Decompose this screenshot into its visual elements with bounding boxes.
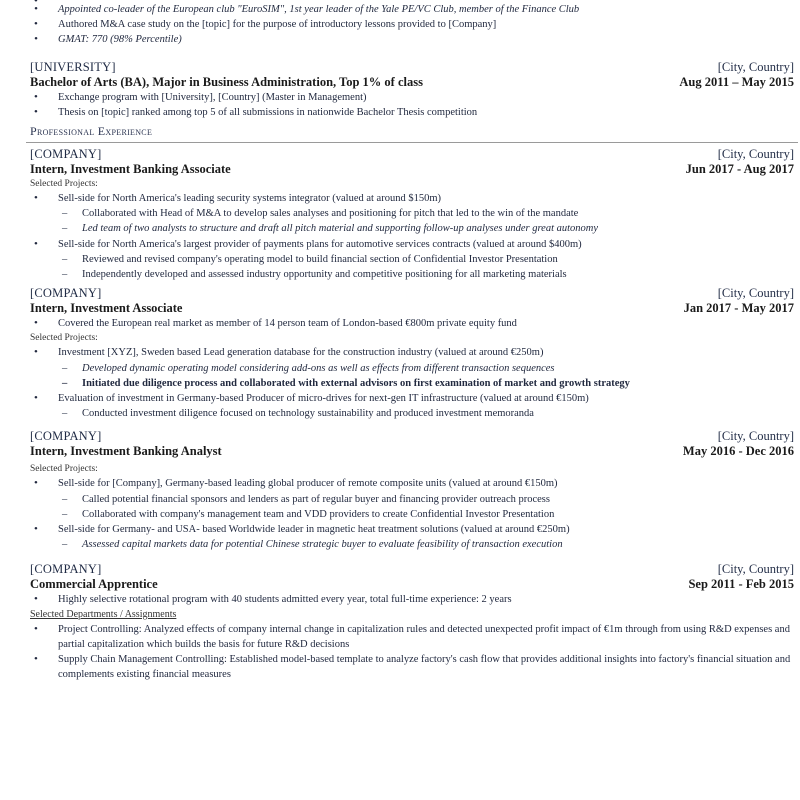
list-item: • GMAT: 770 (98% Percentile) — [30, 32, 794, 47]
education-extra-bullets — [30, 0, 794, 48]
job-dates: Jun 2017 - Aug 2017 — [685, 162, 794, 177]
list-item: • Investment [XYZ], Sweden based Lead generation database for the construction industry (valued at around €250m) — [30, 345, 794, 360]
company-name: [COMPANY] — [30, 286, 102, 301]
job-title: Intern, Investment Banking Associate — [30, 162, 231, 177]
list-item: • Covered the European real market as member of 14 person team of London-based €800m private equity fund — [30, 316, 794, 331]
experience-entry — [30, 147, 794, 282]
degree-title: Bachelor of Arts (BA), Major in Business Administration, Top 1% of class — [30, 74, 423, 89]
list-item: – Collaborated with Head of M&A to develop sales analyses and positioning for pitch that led to the win of the mandate — [30, 206, 794, 221]
company-name: [COMPANY] — [30, 562, 102, 577]
company-location: [City, Country] — [717, 147, 794, 162]
list-item: • Authored M&A case study on the [topic] for the purpose of introductory lessons provided to [Company] — [30, 17, 794, 32]
company-location: [City, Country] — [717, 429, 794, 444]
list-item: – Assessed capital markets data for potential Chinese strategic buyer to evaluate feasibility of transaction execution — [30, 537, 794, 552]
list-item: – Reviewed and revised company's operating model to build financial section of Confidential Investor Presentation — [30, 252, 794, 267]
university-dates: Aug 2011 – May 2015 — [679, 74, 794, 89]
university-entry — [30, 60, 794, 120]
company-name: [COMPANY] — [30, 147, 102, 162]
list-item: • Thesis on [topic] ranked among top 5 of all submissions in nationwide Bachelor Thesis competition — [30, 105, 794, 120]
list-item: • Highly selective rotational program with 40 students admitted every year, total full-time experience: 2 years — [30, 592, 794, 607]
job-dates: Jan 2017 - May 2017 — [683, 301, 794, 316]
list-item: • Supply Chain Management Controlling: Established model-based template to analyze factory's cash flow that provides additional insights into factory's financial situation and complements existing financial measures — [30, 652, 794, 682]
job-title: Intern, Investment Associate — [30, 301, 183, 316]
university-location: [City, Country] — [717, 59, 794, 74]
job-dates: Sep 2011 - Feb 2015 — [688, 577, 794, 592]
list-item: • Sell-side for Germany- and USA- based Worldwide leader in magnetic heat treatment solutions (valued at around €250m) — [30, 522, 794, 537]
resume-page — [30, 0, 794, 682]
company-location: [City, Country] — [717, 286, 794, 301]
list-item: – Called potential financial sponsors and lenders as part of regular buyer and financing provider outreach process — [30, 492, 794, 507]
list-item: • Appointed co-leader of the European club "EuroSIM", 1st year leader of the Yale PE/VC Club, member of the Finance Club — [30, 2, 794, 17]
assignments-label: Selected Departments / Assignments — [30, 608, 177, 620]
university-name: [UNIVERSITY] — [30, 59, 116, 74]
list-item: – Initiated due diligence process and collaborated with external advisors on first examination of market and growth strategy — [30, 376, 794, 391]
list-item: – Conducted investment diligence focused on technology sustainability and produced investment memoranda — [30, 406, 794, 421]
job-title: Commercial Apprentice — [30, 577, 158, 592]
section-title-experience: Professional Experience — [30, 124, 153, 139]
list-item: • Sell-side for [Company], Germany-based leading global producer of remote composite units (valued at around €150m) — [30, 476, 794, 491]
list-item: – Developed dynamic operating model considering add-ons as well as effects from different transaction sequences — [30, 361, 794, 376]
list-item: • Exchange program with [University], [Country] (Master in Management) — [30, 90, 794, 105]
list-item: – Led team of two analysts to structure and draft all pitch material and supporting follow-up analyses under great autonomy — [30, 221, 794, 236]
job-dates: May 2016 - Dec 2016 — [682, 444, 794, 459]
experience-entry — [30, 429, 794, 552]
list-item: – Independently developed and assessed industry opportunity and competitive positioning for all marketing materials — [30, 267, 794, 282]
job-title: Intern, Investment Banking Analyst — [30, 444, 222, 459]
list-item: • Sell-side for North America's leading security systems integrator (valued at around $150m) — [30, 191, 794, 206]
experience-entry — [30, 286, 794, 421]
list-item: – Collaborated with company's management team and VDD providers to create Confidential Investor Presentation — [30, 507, 794, 522]
projects-label: Selected Projects: — [30, 333, 98, 344]
list-item: • Evaluation of investment in Germany-based Producer of micro-drives for next-gen IT infrastructure (valued at around €150m) — [30, 391, 794, 406]
experience-entry — [30, 562, 794, 682]
company-name: [COMPANY] — [30, 429, 102, 444]
list-item: • Sell-side for North America's largest provider of payments plans for automotive services contracts (valued at around $400m) — [30, 237, 794, 252]
projects-label: Selected Projects: — [30, 464, 98, 475]
list-item: • Project Controlling: Analyzed effects of company internal change in capitalization rules and detected unexpected profit impact of €1m through from using R&D expenses and partial capitalization which builds the basis for future R&D decisions — [30, 622, 794, 652]
section-divider — [26, 142, 798, 143]
company-location: [City, Country] — [717, 562, 794, 577]
projects-label: Selected Projects: — [30, 179, 98, 190]
